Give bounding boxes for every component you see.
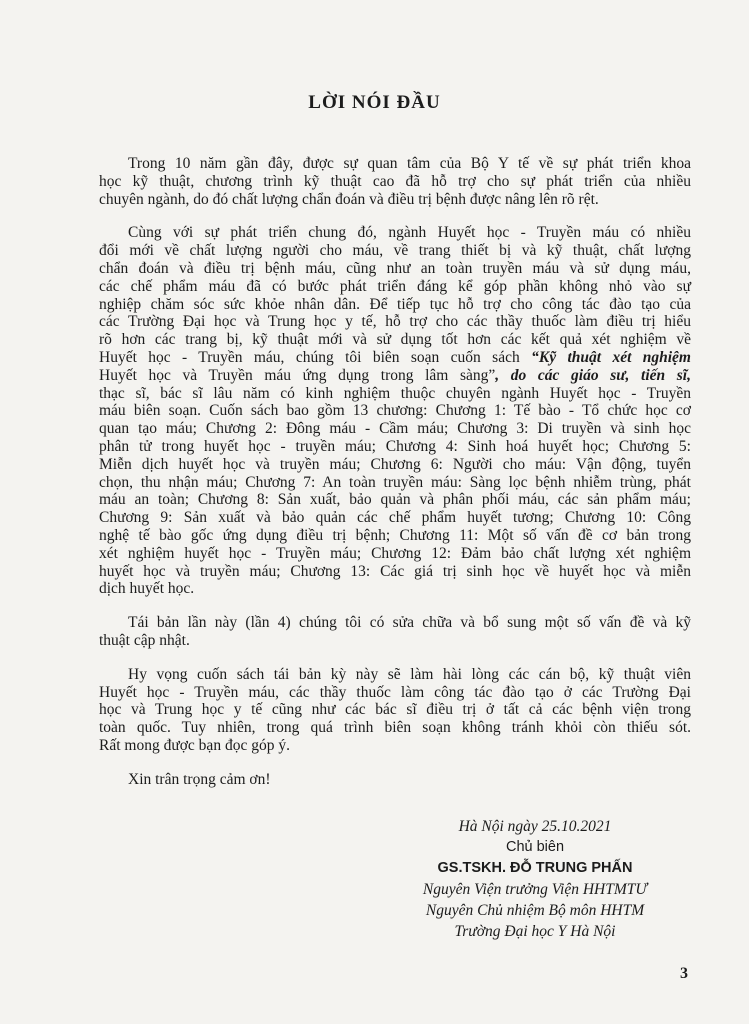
- text-line: chuyên ngành, do đó chất lượng chẩn đoán và điều trị bệnh được nâng lên rõ rệt.: [99, 190, 599, 208]
- paragraph: [99, 224, 691, 598]
- text-line: nghiệp chăm sóc sức khỏe nhân dân. Để tiếp tục hỗ trợ cho công tác đào tạo của: [99, 295, 691, 313]
- text-span: Huyết học và Truyền máu ứng dụng trong lâm sàng”: [99, 366, 496, 384]
- book-title: , do các giáo sư, tiến sĩ,: [495, 366, 691, 384]
- text-line: quan tạo máu; Chương 2: Đông máu - Cầm máu; Chương 3: Di truyền và sinh học: [99, 420, 691, 438]
- editor-name: GS.TSKH. ĐỖ TRUNG PHẤN: [437, 860, 633, 876]
- text-line: Trong 10 năm gần đây, được sự quan tâm của Bộ Y tế về sự phát triển khoa: [128, 155, 691, 172]
- signature-block: [330, 816, 740, 942]
- text-line: học kỹ thuật, chương trình kỹ thuật cao đã hỗ trợ cho sự phát triển của nhiều: [99, 172, 691, 190]
- text-line: máu an toàn; Chương 8: Sản xuất, bảo quản và phân phối máu, các sản phẩm máu;: [99, 491, 691, 509]
- text-line: thuật cập nhật.: [99, 631, 190, 649]
- paragraph: [99, 155, 691, 208]
- text-line: toàn quốc. Tuy nhiên, trong quá trình biên soạn không tránh khỏi còn thiếu sót.: [99, 719, 691, 737]
- text-line: dịch huyết học.: [99, 580, 195, 598]
- text-line: Chương 9: Sản xuất và bảo quản các chế phẩm huyết tương; Chương 10: Công: [99, 509, 691, 527]
- text-line: đổi mới về chất lượng người cho máu, về trang thiết bị và kỹ thuật, chất lượng: [99, 242, 691, 260]
- text-line: các chế phẩm máu đã có bước phát triển đáng kể góp phần không nhỏ vào sự: [99, 277, 691, 295]
- text-line: rõ hơn các trang bị, kỹ thuật mới và sử dụng tốt hơn các kết quả xét nghiệm về: [99, 331, 691, 349]
- paragraph: [99, 666, 691, 755]
- place-date: Hà Nội ngày 25.10.2021: [458, 818, 612, 835]
- text-line: các Trường Đại học và Trung học y tế, hỗ trợ cho các thầy thuốc làm điều trị hiểu: [99, 313, 691, 331]
- text-line: [99, 367, 691, 385]
- editor-position-3: Trường Đại học Y Hà Nội: [454, 923, 616, 940]
- text-line: xét nghiệm huyết học - Truyền máu; Chương 12: Đảm bảo chất lượng xét nghiệm: [99, 544, 691, 562]
- text-line: Hy vọng cuốn sách tái bản kỳ này sẽ làm hài lòng các cán bộ, kỹ thuật viên: [128, 665, 691, 683]
- text-line: Miễn dịch huyết học và truyền máu; Chương 6: Người cho máu: Vận động, tuyển: [99, 455, 691, 473]
- text-line: chẩn đoán và điều trị bệnh máu, cũng như an toàn truyền máu và sử dụng máu,: [99, 259, 691, 277]
- editor-position-1: Nguyên Viện trưởng Viện HHTMTƯ: [422, 881, 648, 898]
- text-line: Tái bản lần này (lần 4) chúng tôi có sửa chữa và bổ sung một số vấn đề và kỹ: [128, 614, 691, 632]
- text-line: nghệ tế bào gốc ứng dụng điều trị bệnh; Chương 11: Một số vấn đề cơ bản trong: [99, 526, 691, 544]
- paragraph: [99, 614, 691, 650]
- text-line: Rất mong được bạn đọc góp ý.: [99, 736, 290, 754]
- text-line: phân tử trong huyết học - truyền máu; Chương 4: Sinh hoá huyết học; Chương 5:: [99, 437, 691, 455]
- editor-position-2: Nguyên Chủ nhiệm Bộ môn HHTM: [425, 902, 645, 919]
- text-span: Huyết học - Truyền máu, chúng tôi biên soạn cuốn sách: [99, 348, 532, 366]
- text-line: Huyết học - Truyền máu, các thầy thuốc làm công tác đào tạo ở các Trường Đại: [99, 683, 691, 701]
- text-line: học và Trung học y tế cũng như các bác sĩ điều trị ở tất cả các bệnh viện trong: [99, 701, 691, 719]
- text-line: máu biên soạn. Cuốn sách bao gồm 13 chương: Chương 1: Tế bào - Tổ chức học cơ: [99, 402, 691, 420]
- text-line: Xin trân trọng cảm ơn!: [128, 770, 271, 788]
- text-line: thạc sĩ, bác sĩ lâu năm có kinh nghiệm thuộc chuyên ngành Huyết học - Truyền: [99, 384, 691, 402]
- text-line: huyết học và truyền máu; Chương 13: Các giá trị sinh học về huyết học và miễn: [99, 562, 691, 580]
- document-body: [99, 155, 691, 805]
- page-title: LỜI NÓI ĐẦU: [308, 92, 441, 113]
- text-line: Cùng với sự phát triển chung đó, ngành Huyết học - Truyền máu có nhiều: [128, 224, 691, 242]
- page-number: 3: [680, 965, 688, 982]
- paragraph: [99, 771, 691, 789]
- text-line: chọn, thu nhận máu; Chương 7: An toàn truyền máu: Sàng lọc bệnh nhiễm trùng, phát: [99, 473, 691, 491]
- text-line: [99, 349, 691, 367]
- book-title: “Kỹ thuật xét nghiệm: [531, 348, 691, 366]
- editor-role: Chủ biên: [505, 839, 565, 855]
